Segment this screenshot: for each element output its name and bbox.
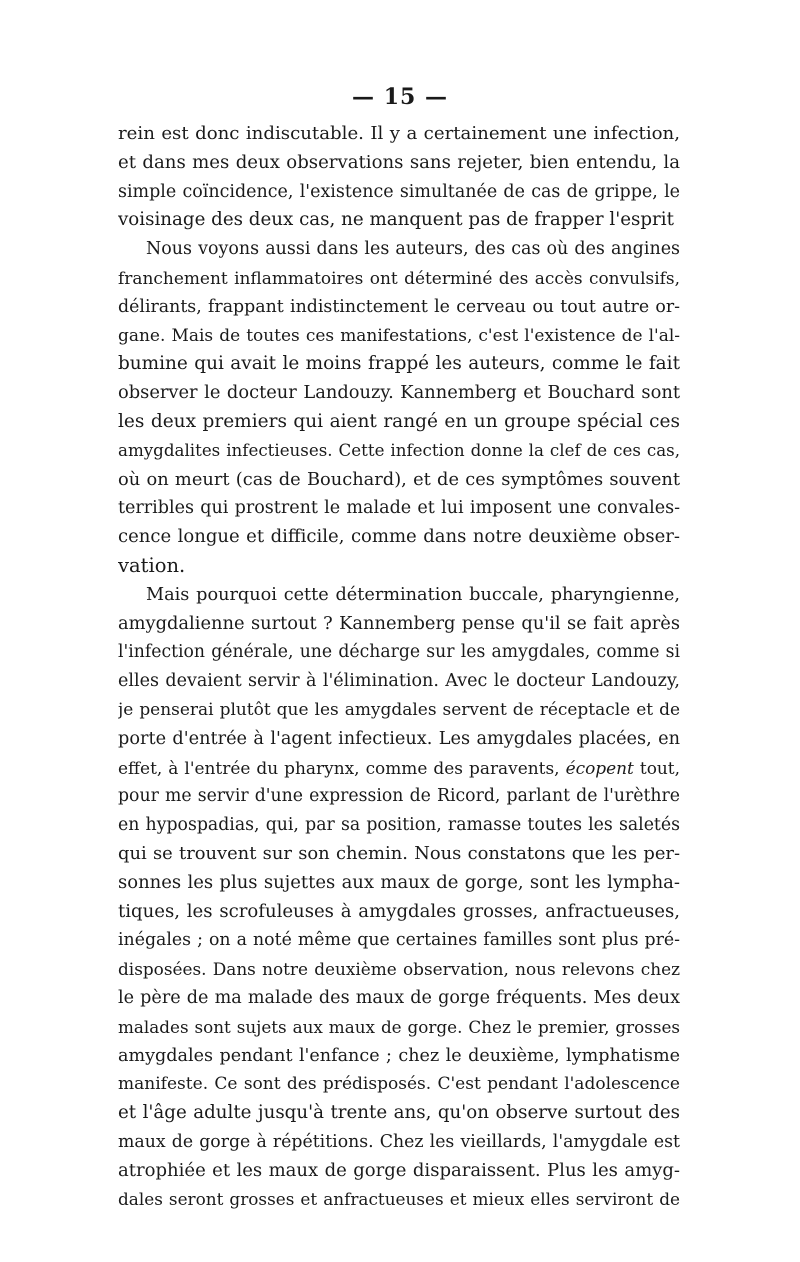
text-line: franchement inflammatoires ont déterminé des accès convulsifs, [118, 267, 680, 288]
text-line: amygdalienne surtout ? Kannemberg pense qu'il se fait après [118, 612, 680, 634]
text-line: bumine qui avait le moins frappé les auteurs, comme le fait [118, 353, 680, 375]
italic-word: écopent [565, 757, 634, 778]
text-line: qui se trouvent sur son chemin. Nous constatons que les per- [118, 842, 680, 864]
text-line: pour me servir d'une expression de Ricord, parlant de l'urèthre [118, 786, 680, 807]
text-line: et l'âge adulte jusqu'à trente ans, qu'on observe surtout des [118, 1102, 680, 1124]
text-line: dales seront grosses et anfractueuses et mieux elles serviront de [118, 1189, 680, 1210]
page-number: — 15 — [352, 84, 448, 110]
text-line: manifeste. Ce sont des prédisposés. C'est pendant l'adolescence [118, 1074, 680, 1095]
text-line: malades sont sujets aux maux de gorge. Chez le premier, grosses [118, 1016, 680, 1037]
text-line: simple coïncidence, l'existence simultanée de cas de grippe, le [118, 181, 680, 202]
text-line: maux de gorge à répétitions. Chez les vieillards, l'amygdale est [118, 1131, 680, 1152]
text-line: les deux premiers qui aient rangé en un groupe spécial ces [118, 410, 680, 432]
body-text [118, 120, 680, 1214]
text-line: je penserai plutôt que les amygdales servent de réceptacle et de [118, 699, 680, 720]
text-line: rein est donc indiscutable. Il y a certainement une infection, [118, 123, 680, 144]
line-text: effet, à l'entrée du pharynx, comme des paravents, [118, 757, 560, 778]
text-line: cence longue et difficile, comme dans notre deuxième obser- [118, 526, 680, 548]
text-line: voisinage des deux cas, ne manquent pas de frapper l'esprit [118, 209, 674, 231]
text-line: elles devaient servir à l'élimination. Avec le docteur Landouzy, [118, 671, 680, 692]
text-line: terribles qui prostrent le malade et lui imposent une convales- [118, 498, 680, 519]
text-line: tiques, les scrofuleuses à amygdales grosses, anfractueuses, [118, 900, 680, 922]
text-line: gane. Mais de toutes ces manifestations, c'est l'existence de l'al- [118, 325, 680, 346]
text-line: l'infection générale, une décharge sur les amygdales, comme si [118, 642, 680, 663]
text-line: où on meurt (cas de Bouchard), et de ces symptômes souvent [118, 468, 680, 490]
text-line: amygdales pendant l'enfance ; chez le deuxième, lymphatisme [118, 1045, 680, 1066]
line-tail: tout, [633, 757, 680, 778]
text-line: inégales ; on a noté même que certaines familles sont plus pré- [118, 930, 680, 951]
text-line: disposées. Dans notre deuxième observation, nous relevons chez [118, 959, 680, 980]
text-line: le père de ma malade des maux de gorge fréquents. Mes deux [118, 987, 680, 1008]
text-line: en hypospadias, qui, par sa position, ramasse toutes les saletés [118, 815, 680, 836]
text-line: amygdalites infectieuses. Cette infection donne la clef de ces cas, [118, 440, 680, 460]
text-line: observer le docteur Landouzy. Kannemberg et Bouchard sont [118, 382, 680, 404]
text-line [118, 754, 680, 783]
text-line: Nous voyons aussi dans les auteurs, des cas où des angines [146, 239, 680, 260]
text-line: vation. [118, 553, 186, 577]
text-line: et dans mes deux observations sans rejeter, bien entendu, la [118, 151, 680, 173]
text-line: Mais pourquoi cette détermination buccale, pharyngienne, [146, 584, 680, 605]
text-line: délirants, frappant indistinctement le cerveau ou tout autre or- [118, 296, 680, 317]
text-line: sonnes les plus sujettes aux maux de gorge, sont les lympha- [118, 871, 680, 893]
text-line: atrophiée et les maux de gorge disparaissent. Plus les amyg- [118, 1159, 680, 1181]
text-line: porte d'entrée à l'agent infectieux. Les amygdales placées, en [118, 728, 680, 749]
